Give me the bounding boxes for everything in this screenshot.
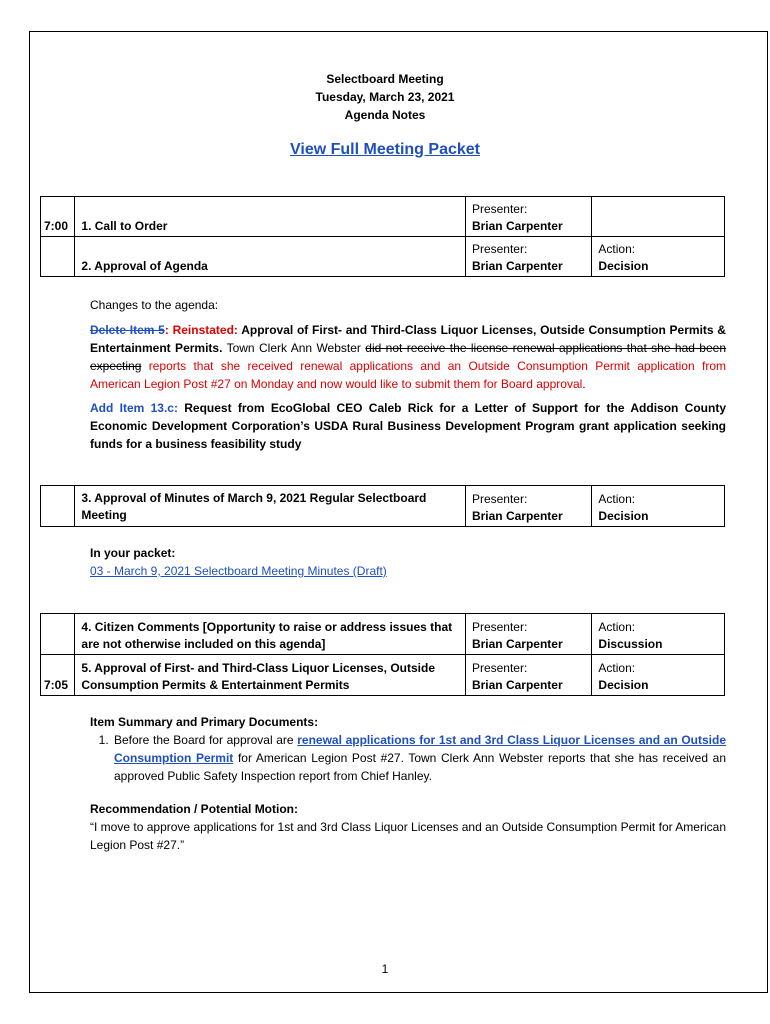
action-value: Decision bbox=[598, 259, 649, 273]
presenter-cell bbox=[465, 614, 591, 655]
add-item-label: Add Item 13.c: bbox=[90, 401, 178, 415]
agenda-change-reinstated bbox=[90, 321, 726, 393]
table-row bbox=[41, 486, 725, 527]
packet-documents bbox=[90, 562, 726, 580]
action-label: Action: bbox=[598, 620, 636, 634]
agenda-time: 7:00 bbox=[41, 197, 75, 237]
action-label: Action: bbox=[598, 242, 636, 256]
view-full-packet-link[interactable]: View Full Meeting Packet bbox=[290, 141, 480, 158]
recommendation-heading: Recommendation / Potential Motion: bbox=[90, 802, 299, 816]
presenter-name: Brian Carpenter bbox=[471, 509, 563, 523]
presenter-name: Brian Carpenter bbox=[471, 219, 563, 233]
reinstated-end: . bbox=[582, 377, 586, 391]
documents-list bbox=[90, 731, 726, 785]
reinstated-title: Approval of First- and Third-Class Liquor Licenses, Outside Consumption Permits & Entertainment Permits. bbox=[90, 323, 726, 355]
agenda-time bbox=[41, 614, 75, 655]
action-value: Decision bbox=[598, 678, 649, 692]
action-cell bbox=[592, 614, 725, 655]
packet-heading: In your packet: bbox=[90, 546, 176, 560]
presenter-label: Presenter: bbox=[471, 242, 528, 256]
agenda-time bbox=[41, 486, 75, 527]
presenter-label: Presenter: bbox=[471, 202, 528, 216]
agenda-time bbox=[41, 237, 75, 277]
reinstated-text: Town Clerk Ann Webster bbox=[222, 341, 366, 355]
action-cell bbox=[592, 655, 725, 696]
add-item-text: Request from EcoGlobal CEO Caleb Rick for a Letter of Support for the Addison County Economic Development Corporation’s USDA Rural Business Development Program grant application seeking funds for a business feasibility study bbox=[90, 401, 726, 451]
presenter-name: Brian Carpenter bbox=[471, 637, 563, 651]
action-cell bbox=[592, 237, 725, 277]
agenda-item: 2. Approval of Agenda bbox=[75, 237, 466, 277]
table-row bbox=[41, 197, 725, 237]
agenda-table-3 bbox=[40, 613, 725, 696]
agenda-item: 1. Call to Order bbox=[75, 197, 466, 237]
presenter-name: Brian Carpenter bbox=[471, 259, 563, 273]
presenter-label: Presenter: bbox=[471, 620, 528, 634]
renewal-applications-link[interactable]: renewal applications for 1st and 3rd Class Liquor Licenses and an Outside Consumption Permit bbox=[114, 733, 726, 765]
reinstated-label: : Reinstated: bbox=[164, 323, 238, 337]
agenda-time: 7:05 bbox=[41, 655, 75, 696]
presenter-label: Presenter: bbox=[471, 492, 528, 506]
presenter-cell bbox=[465, 486, 591, 527]
delete-item-label: Delete Item 5 bbox=[90, 323, 165, 337]
agenda-item: 5. Approval of First- and Third-Class Liquor Licenses, Outside Consumption Permits & Entertainment Permits bbox=[75, 655, 466, 696]
action-cell bbox=[592, 197, 725, 237]
table-row bbox=[41, 655, 725, 696]
agenda-change-add bbox=[90, 399, 726, 453]
presenter-name: Brian Carpenter bbox=[471, 678, 563, 692]
presenter-cell bbox=[465, 197, 591, 237]
presenter-cell bbox=[465, 655, 591, 696]
action-cell bbox=[592, 486, 725, 527]
document-subtitle: Agenda Notes bbox=[344, 108, 426, 122]
presenter-label: Presenter: bbox=[471, 661, 528, 675]
summary-pre-text: Before the Board for approval are bbox=[114, 733, 298, 747]
minutes-draft-link[interactable]: 03 - March 9, 2021 Selectboard Meeting Minutes (Draft) bbox=[90, 564, 387, 578]
table-row bbox=[41, 614, 725, 655]
list-item bbox=[112, 731, 726, 785]
reinstated-red-text: reports that she received renewal applications and an Outside Consumption Permit application from American Legion Post #27 on Monday and now would like to submit them for Board approval bbox=[90, 359, 726, 391]
page-number: 1 bbox=[381, 962, 389, 976]
action-label: Action: bbox=[598, 661, 636, 675]
action-value: Discussion bbox=[598, 637, 663, 651]
agenda-table-1 bbox=[40, 196, 725, 277]
presenter-cell bbox=[465, 237, 591, 277]
agenda-item: 4. Citizen Comments [Opportunity to raise or address issues that are not otherwise included on this agenda] bbox=[75, 614, 466, 655]
summary-post-text: for American Legion Post #27. Town Clerk Ann Webster reports that she has received an approved Public Safety Inspection report from Chief Hanley. bbox=[114, 751, 726, 783]
summary-heading: Item Summary and Primary Documents: bbox=[90, 715, 319, 729]
agenda-changes-heading: Changes to the agenda: bbox=[90, 298, 219, 312]
struck-text: did not receive the license renewal applications that she had been expecting bbox=[90, 341, 726, 373]
meeting-date: Tuesday, March 23, 2021 bbox=[315, 90, 455, 104]
agenda-table-2 bbox=[40, 485, 725, 527]
meeting-title: Selectboard Meeting bbox=[326, 72, 444, 86]
agenda-item: 3. Approval of Minutes of March 9, 2021 Regular Selectboard Meeting bbox=[75, 486, 466, 527]
action-value: Decision bbox=[598, 509, 649, 523]
summary-documents bbox=[90, 731, 726, 785]
document-header bbox=[0, 70, 770, 124]
recommendation-text: “I move to approve applications for 1st and 3rd Class Liquor Licenses and an Outside Consumption Permit for American Legion Post #27.” bbox=[90, 820, 726, 852]
table-row bbox=[41, 237, 725, 277]
action-label: Action: bbox=[598, 492, 636, 506]
